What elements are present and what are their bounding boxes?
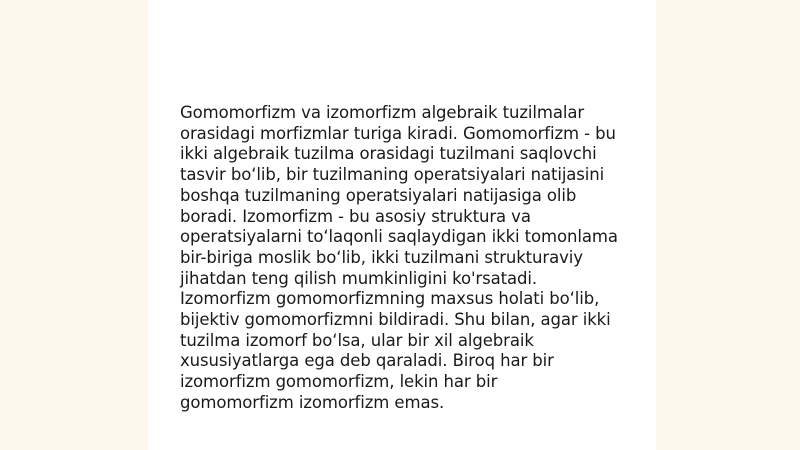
document-page	[148, 0, 656, 450]
body-paragraph: Gomomorfizm va izomorfizm algebraik tuzilmalar orasidagi morfizmlar turiga kiradi. Gomomorfizm - bu ikki algebraik tuzilma orasidagi tuzilmani saqlovchi tasvir bo‘lib, bir tuzilmaning operatsiyalari natijasini boshqa tuzilmaning operatsiyalari natijasiga olib boradi. Izomorfizm - bu asosiy struktura va operatsiyalarni to‘laqonli saqlaydigan ikki tomonlama bir-biriga moslik bo‘lib, ikki tuzilmani strukturaviy jihatdan teng qilish mumkinligini ko'rsatadi. Izomorfizm gomomorfizmning maxsus holati bo‘lib, bijektiv gomomorfizmni bildiradi. Shu bilan, agar ikki tuzilma izomorf bo‘lsa, ular bir xil algebraik xususiyatlarga ega deb qaraladi. Biroq har bir izomorfizm gomomorfizm, lekin har bir gomomorfizm izomorfizm emas.	[180, 103, 618, 412]
